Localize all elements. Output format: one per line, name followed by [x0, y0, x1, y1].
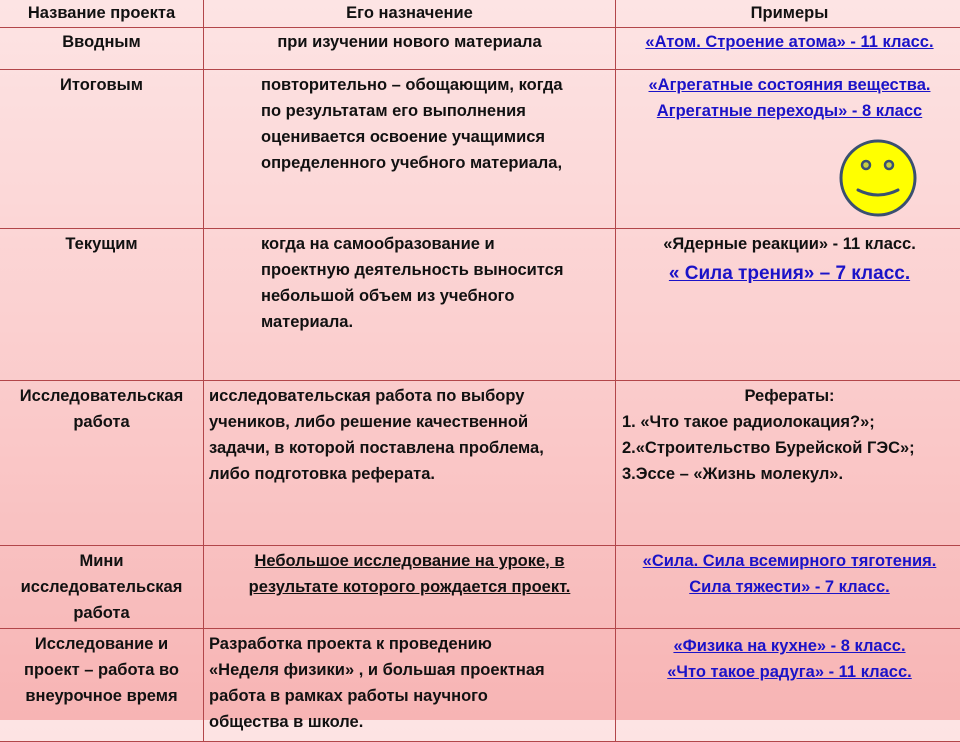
examples-cell: [616, 629, 960, 742]
purpose-cell: [204, 70, 616, 229]
table-row: [0, 629, 960, 742]
purpose-cell: [204, 28, 616, 70]
purpose-line: повторительно – обощающим, когда: [261, 72, 615, 98]
purpose-line: задачи, в которой поставлена проблема,: [209, 435, 615, 461]
project-name-cell: [0, 629, 204, 742]
table-row: [0, 381, 960, 546]
purpose-line: Небольшое исследование на уроке, в: [254, 552, 564, 570]
purpose-line: когда на самообразование и: [261, 231, 615, 257]
example-link[interactable]: «Что такое радуга» - 11 класс.: [667, 663, 912, 681]
example-item: 1. «Что такое радиолокация?»;: [616, 409, 960, 435]
purpose-line: результате которого рождается проект.: [249, 578, 571, 596]
example-link[interactable]: Сила тяжести» - 7 класс.: [689, 578, 890, 596]
purpose-line: либо подготовка реферата.: [209, 461, 615, 487]
project-name-line: внеурочное время: [0, 683, 203, 709]
project-name-line: Исследование и: [0, 631, 203, 657]
purpose-cell: [204, 229, 616, 381]
table-row: [0, 229, 960, 381]
purpose-line: «Неделя физики» , и большая проектная: [209, 657, 615, 683]
examples-cell: [616, 70, 960, 229]
examples-cell: [616, 546, 960, 629]
table-row: [0, 546, 960, 629]
example-text: «Ядерные реакции» - 11 класс.: [616, 231, 960, 257]
example-link[interactable]: «Сила. Сила всемирного тяготения.: [643, 552, 937, 570]
example-link[interactable]: « Сила трения» – 7 класс.: [669, 263, 910, 284]
project-name-cell: Текущим: [0, 229, 204, 381]
example-link[interactable]: «Агрегатные состояния вещества.: [649, 76, 931, 94]
table-row: [0, 70, 960, 229]
purpose-line: учеников, либо решение качественной: [209, 409, 615, 435]
examples-cell: [616, 28, 960, 70]
table-row: [0, 28, 960, 70]
example-link[interactable]: «Атом. Строение атома» - 11 класс.: [645, 33, 933, 51]
example-item: 2.«Строительство Бурейской ГЭС»;: [616, 435, 960, 461]
purpose-line: общества в школе.: [209, 709, 615, 735]
purpose-cell: [204, 546, 616, 629]
project-name-line: исследовательская: [0, 574, 203, 600]
purpose-text: при изучении нового материала: [277, 33, 541, 51]
smiley-face-icon: [838, 138, 918, 218]
purpose-cell: [204, 381, 616, 546]
purpose-line: работа в рамках работы научного: [209, 683, 615, 709]
project-name-cell: Вводным: [0, 28, 204, 70]
project-name-cell: Итоговым: [0, 70, 204, 229]
purpose-line: по результатам его выполнения: [261, 98, 615, 124]
table-header-row: [0, 0, 960, 28]
purpose-line: оценивается освоение учащимися: [261, 124, 615, 150]
purpose-line: определенного учебного материала,: [261, 150, 615, 176]
header-purpose: Его назначение: [204, 0, 616, 28]
project-name-cell: [0, 381, 204, 546]
example-link[interactable]: «Физика на кухне» - 8 класс.: [673, 637, 905, 655]
header-project-name: Название проекта: [0, 0, 204, 28]
project-name-line: Мини: [0, 548, 203, 574]
purpose-line: Разработка проекта к проведению: [209, 631, 615, 657]
project-name-line: Исследовательская: [0, 383, 203, 409]
purpose-line: небольшой объем из учебного: [261, 283, 615, 309]
purpose-line: материала.: [261, 309, 615, 335]
examples-cell: [616, 381, 960, 546]
purpose-line: проектную деятельность выносится: [261, 257, 615, 283]
example-item: 3.Эссе – «Жизнь молекул».: [616, 461, 960, 487]
purpose-cell: [204, 629, 616, 742]
project-name-line: проект – работа во: [0, 657, 203, 683]
project-name-line: работа: [0, 600, 203, 626]
examples-title: Рефераты:: [616, 383, 960, 409]
examples-cell: [616, 229, 960, 381]
project-name-line: работа: [0, 409, 203, 435]
example-link[interactable]: Агрегатные переходы» - 8 класс: [657, 102, 922, 120]
project-name-cell: [0, 546, 204, 629]
header-examples: Примеры: [616, 0, 960, 28]
purpose-line: исследовательская работа по выбору: [209, 383, 615, 409]
